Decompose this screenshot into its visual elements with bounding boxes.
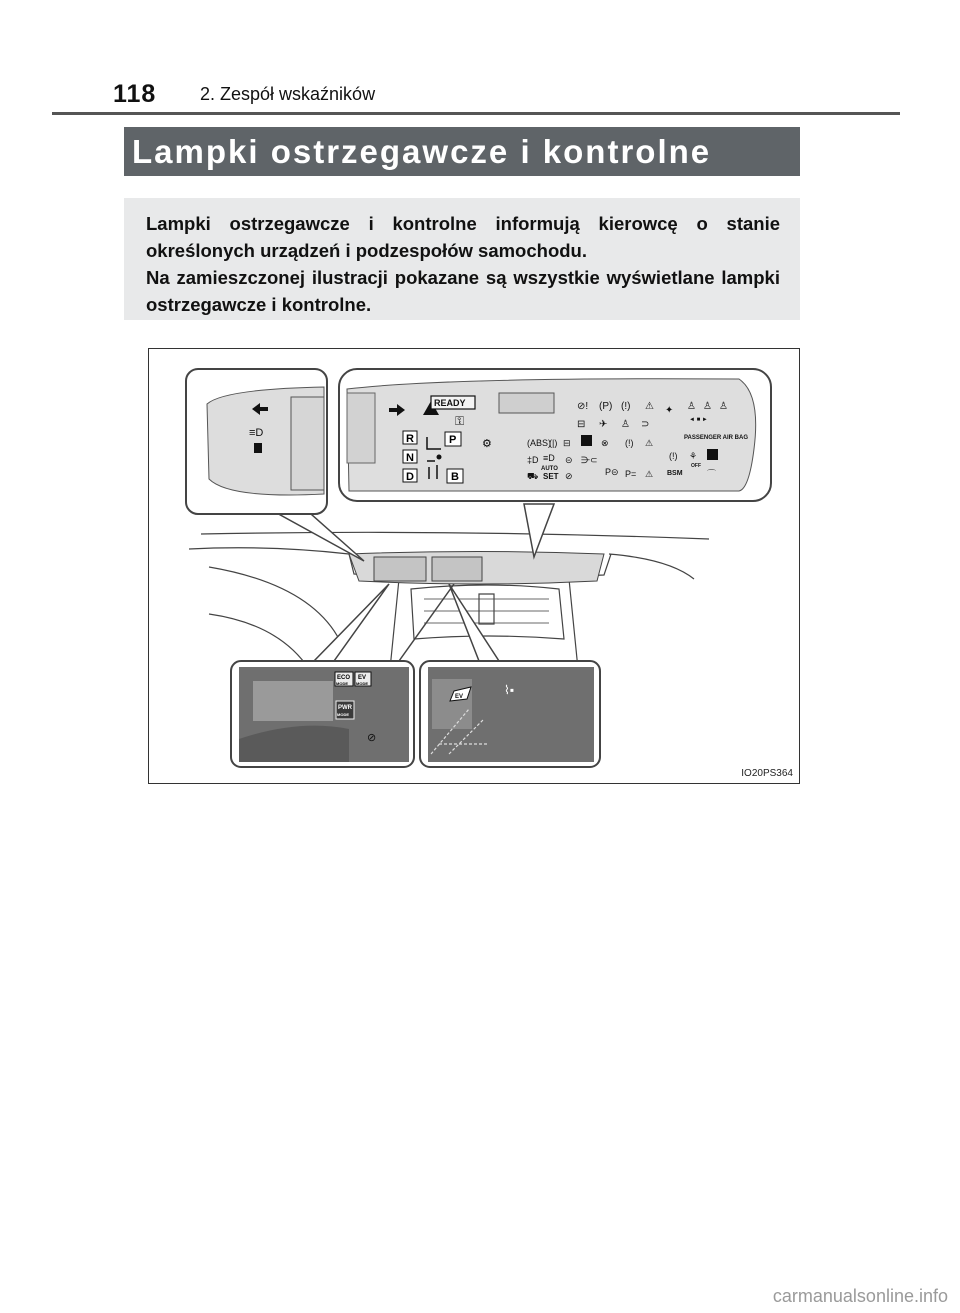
svg-text:⊗: ⊗ [601,438,609,448]
svg-text:P⊝: P⊝ [605,467,619,477]
section-title: Lampki ostrzegawcze i kontrolne [124,127,800,176]
intro-paragraph-2: Na zamieszczonej ilustracji pokazane są wszystkie wyświetlane lampki ostrzegawcze i kontrolne. [146,267,780,315]
intro-box [124,198,800,320]
svg-text:✈: ✈ [599,419,608,430]
svg-text:P=: P= [625,469,637,479]
svg-text:⊟: ⊟ [563,438,571,448]
svg-text:⛟: ⛟ [527,471,539,481]
dashboard-display-strip [349,552,604,585]
gear-d-label: D [406,471,414,483]
svg-text:⊘: ⊘ [565,471,573,481]
svg-text:✦: ✦ [665,405,674,416]
pwr-mode-label-1: PWR [338,705,352,711]
shift-lock-icon: ⚙ [482,438,492,450]
main-cluster-callout [339,369,771,501]
svg-text:(|): (|) [549,438,558,448]
gear-n-label: N [406,452,414,464]
eco-mode-label-1: ECO [337,675,351,681]
svg-text:◄ ■ ►: ◄ ■ ► [689,417,708,423]
gear-r-label: R [406,433,414,445]
ev-mode-label-1: EV [358,675,367,681]
svg-text:♙: ♙ [719,401,728,412]
passenger-air-bag-label: PASSENGER AIR BAG [684,435,749,441]
svg-text:⚘: ⚘ [689,451,698,461]
left-meter-callout [186,369,327,514]
watermark: carmanualsonline.info [772,1286,948,1306]
chapter-title: 2. Zespół wskaźników [200,84,376,104]
fuel-icon [254,443,262,453]
off-label: OFF [691,463,701,469]
smart-key-icon: ⚿ [455,414,465,428]
svg-text:⋺⊂: ⋺⊂ [581,455,598,465]
eco-mode-label-2: MODE [336,681,348,686]
svg-text:⊝: ⊝ [565,455,573,465]
svg-text:♙: ♙ [703,401,712,412]
svg-text:⊟: ⊟ [577,419,586,430]
page-header [0,0,960,120]
bsm-label: BSM [667,470,683,477]
svg-text:(!): (!) [625,438,634,448]
gear-p-label: P [449,434,457,446]
ev-badge-label: EV [455,694,464,700]
header-rule [52,112,900,115]
ev-mode-label-2: MODE [356,681,368,686]
cruise-control-icon: ⊘ [367,732,377,744]
low-engine-coolant-icon: ⌇▪ [504,683,515,697]
dashboard-illustration [148,348,800,784]
svg-text:⚠: ⚠ [645,401,654,412]
svg-text:⊃: ⊃ [641,419,650,430]
svg-text:⚠: ⚠ [645,469,654,479]
svg-text:≡D: ≡D [543,453,555,463]
svg-text:(!): (!) [669,451,678,461]
svg-text:(P): (P) [599,401,613,412]
svg-text:(ABS): (ABS) [527,438,552,448]
page-number: 118 [113,80,157,108]
shift-position-dot [437,455,442,460]
ready-label: READY [434,398,466,408]
svg-text:♙: ♙ [621,419,630,430]
auto-label: AUTO [541,466,558,472]
svg-text:⊘!: ⊘! [577,401,589,412]
svg-text:⌒: ⌒ [707,469,717,479]
svg-text:(!): (!) [621,401,631,412]
gear-b-label: B [451,471,459,483]
lower-right-callout [420,661,600,767]
set-label: SET [543,472,559,481]
svg-text:⚠: ⚠ [645,438,654,448]
svg-text:‡D: ‡D [527,455,539,465]
figure-code: IO20PS364 [741,768,793,779]
lower-left-callout [231,661,414,767]
pwr-mode-label-2: MODE [337,712,349,717]
svg-text:♙: ♙ [687,401,696,412]
intro-paragraph-1: Lampki ostrzegawcze i kontrolne informują kierowcę o stanie określonych urządzeń i podzespołów samochodu. [146,213,780,261]
headlight-icon: ≡D [249,427,264,439]
